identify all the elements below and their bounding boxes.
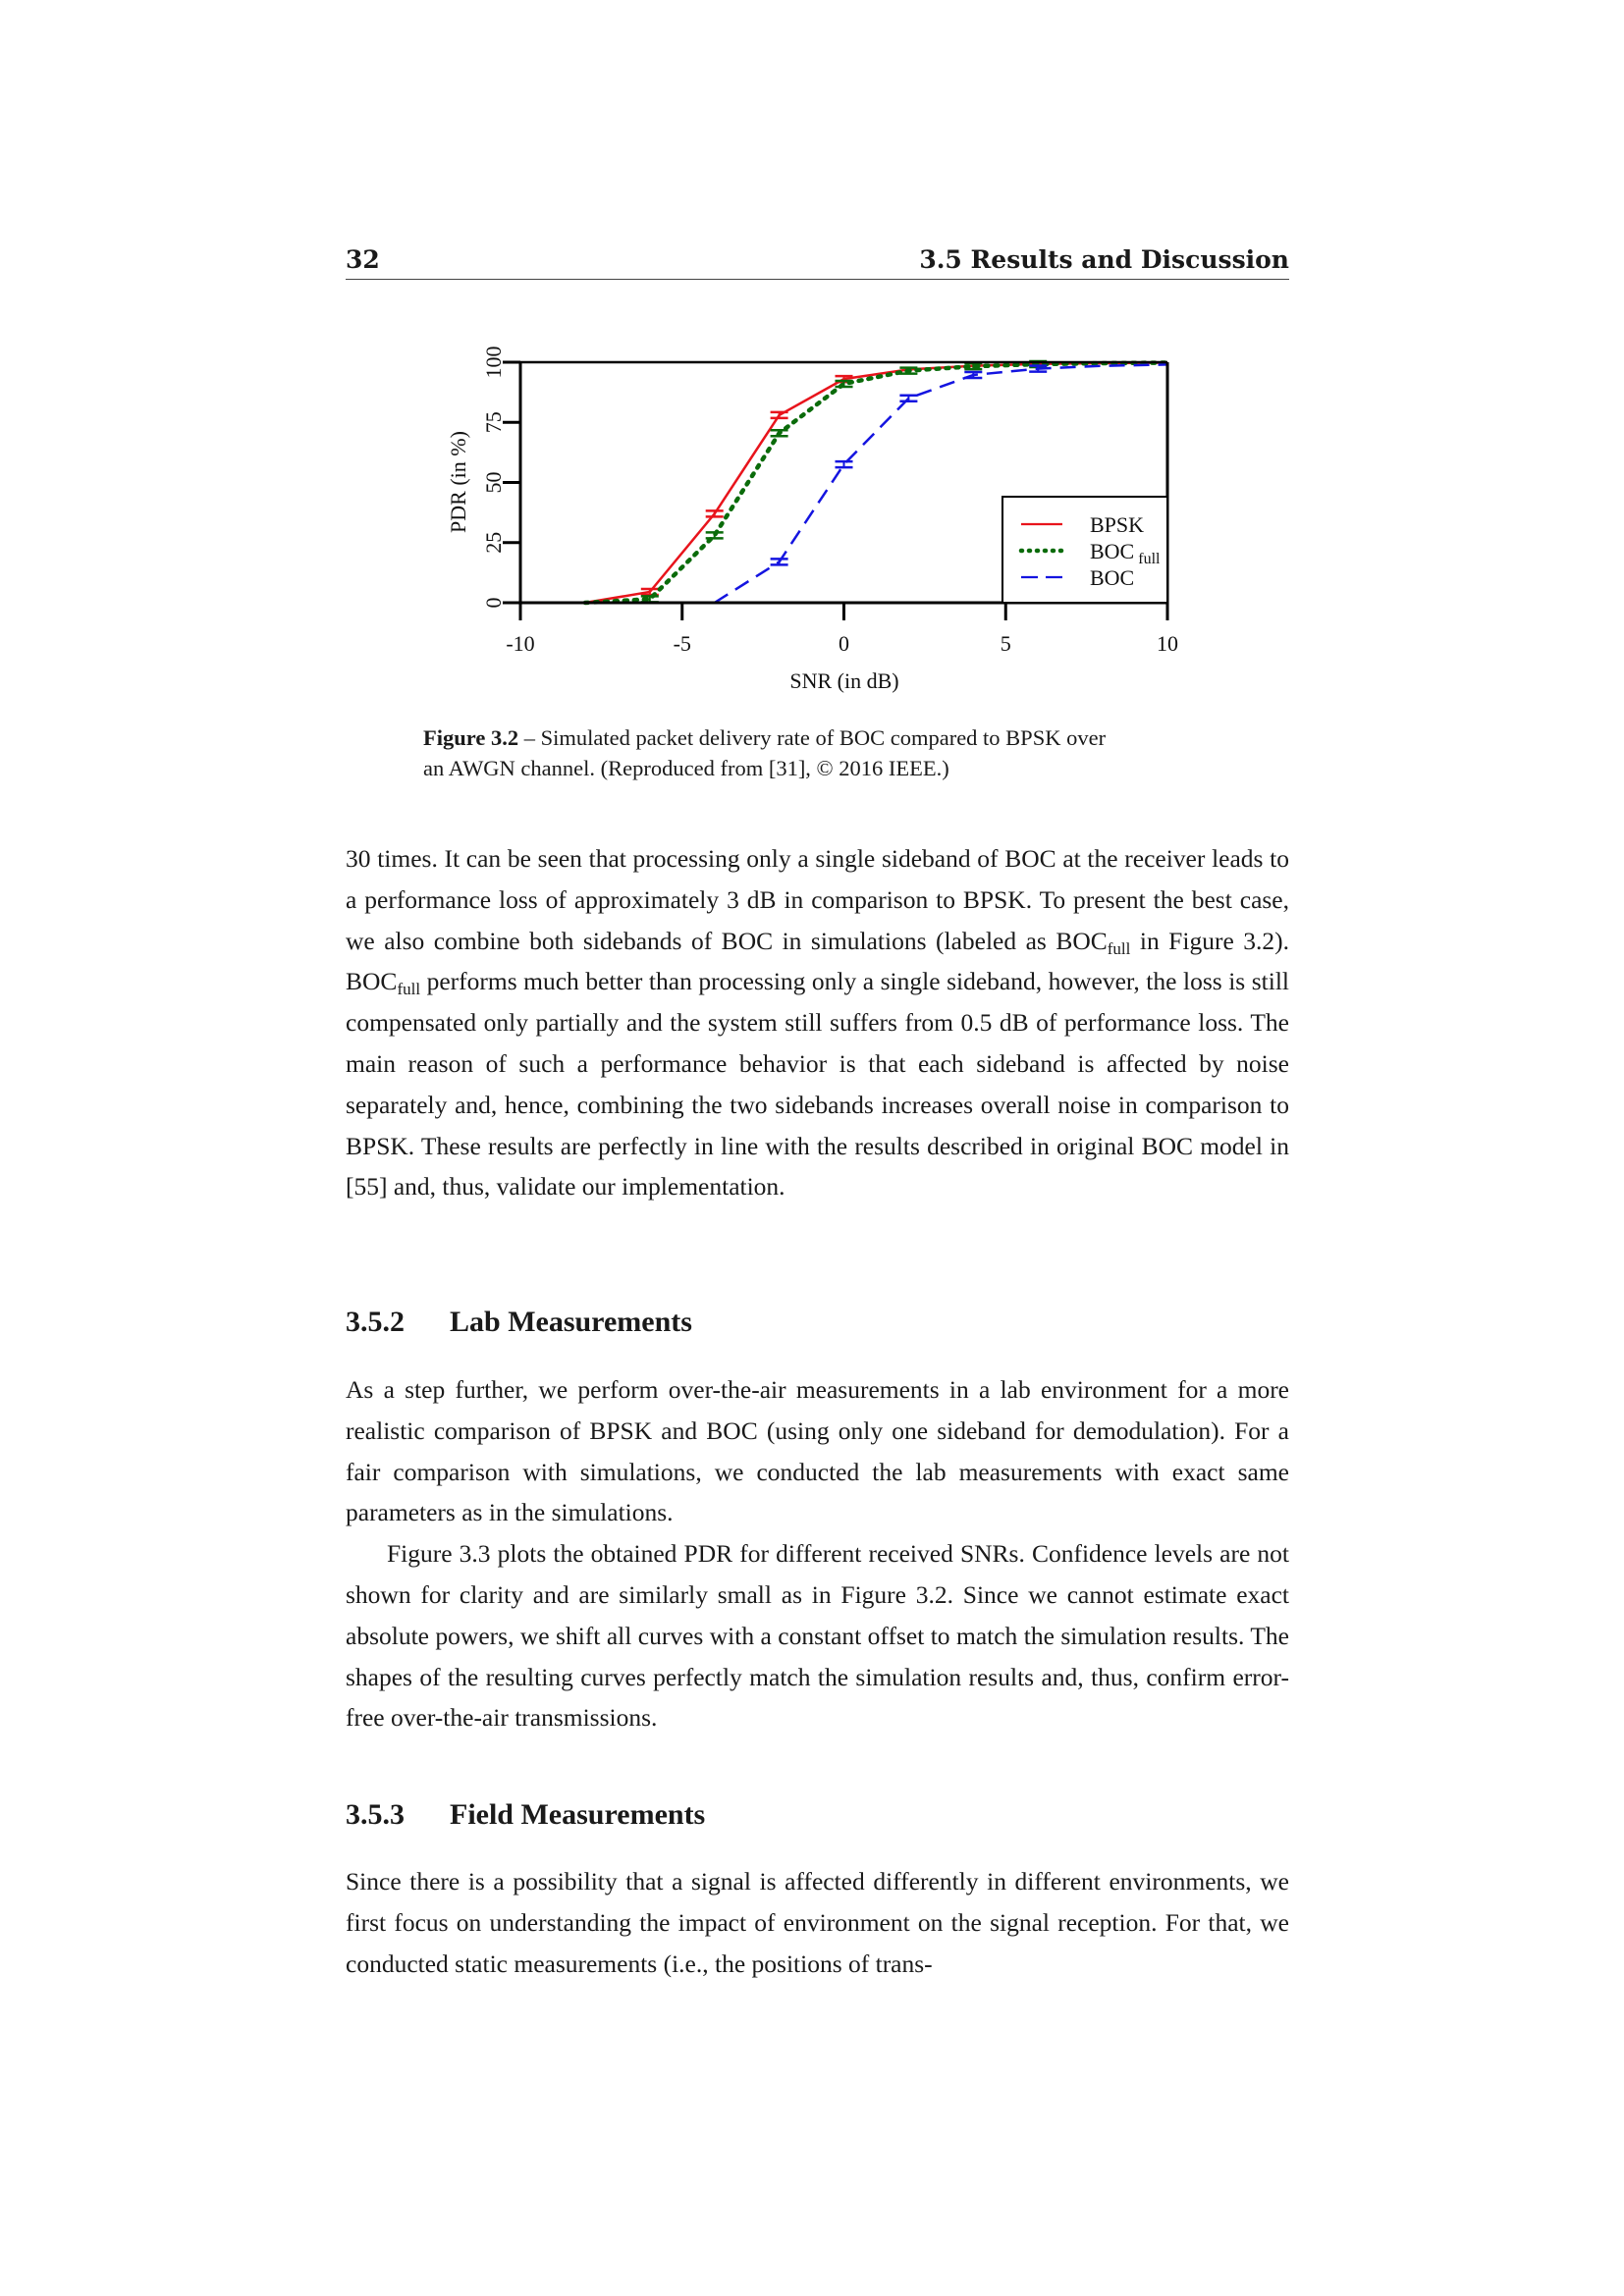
x-tick-label: 10 (1157, 631, 1178, 656)
paragraph-results (346, 838, 1289, 1207)
error-bar-boc_full (771, 430, 788, 436)
paragraph: Figure 3.3 plots the obtained PDR for different received SNRs. Confidence levels are not shown for clarity and are similarly small as in Figure 3.2. Since we cannot estimate exact absolute powers, we shift all curves with a constant offset to match the simulation results. The shapes of the resulting curves perfectly match the simulation results and, thus, confirm error-free over-the-air transmissions. (346, 1539, 1289, 1733)
error-bar-bpsk (771, 412, 788, 418)
x-tick-label: -5 (673, 631, 691, 656)
error-bar-boc (771, 559, 788, 564)
x-tick-label: -10 (506, 631, 535, 656)
section-title: Field Measurements (450, 1798, 706, 1831)
paragraph: Since there is a possibility that a signal is affected differently in different environments, we first focus on understanding the impact of environment on the signal reception. For that, we conducted static measurements (i.e., the positions of trans- (346, 1867, 1289, 1978)
section-title: 3.5 Results and Discussion (919, 245, 1289, 274)
section-number: 3.5.3 (346, 1798, 405, 1831)
subscript-full: full (397, 980, 421, 999)
error-bar-boc (836, 461, 853, 467)
subscript-full: full (1107, 938, 1131, 958)
error-bar-boc (964, 372, 982, 378)
x-axis-label: SNR (in dB) (789, 668, 899, 693)
paragraph: As a step further, we perform over-the-air measurements in a lab environment for a more realistic comparison of BPSK and BOC (using only one sideband for demodulation). For a fair comparison with simulations, we conducted the lab measurements with exact same parameters as in the simulations. (346, 1375, 1289, 1527)
error-bar-boc_full (706, 532, 724, 538)
legend-subscript: full (1138, 551, 1161, 567)
figure-caption (423, 722, 1228, 783)
section-title: Lab Measurements (450, 1306, 692, 1338)
y-tick-label: 75 (481, 411, 506, 434)
y-axis-label: PDR (in %) (446, 431, 470, 533)
x-tick-label: 0 (839, 631, 849, 656)
section-body-3-5-2 (346, 1369, 1289, 1738)
boc-term: BOC (1056, 926, 1108, 955)
boc-term: BOC (346, 967, 398, 996)
para-text: performs much better than processing only a single sideband, however, the loss is still compensated only partially and the system still suffers from 0.5 dB of performance loss. The main reason of such a performance behavior is that each sideband is affected by noise separately and, hence, combining the two sidebands increases overall noise in comparison to BPSK. These results are perfectly in line with the results described in original BOC model in [55] and, thus, validate our implementation. (346, 967, 1289, 1201)
section-body-3-5-3 (346, 1861, 1289, 1984)
section-number: 3.5.2 (346, 1306, 405, 1338)
y-tick-label: 50 (481, 471, 506, 494)
section-heading-3-5-2 (346, 1306, 692, 1339)
section-heading-3-5-3 (346, 1798, 705, 1832)
para-text: 30 times. It can be seen that processing only a single sideband of BOC at the receiver leads to a performance loss of approximately 3 dB in comparison to BPSK. To present the best case, we also combine both sidebands of BOC in simulations (labeled as (346, 844, 1289, 955)
legend (1002, 497, 1167, 603)
caption-text-2: an AWGN channel. (Reproduced from [31], © 2016 IEEE.) (423, 756, 949, 780)
para-text: in Figure 3.2). (1130, 926, 1289, 955)
y-tick-label: 25 (481, 531, 506, 554)
y-tick-label: 0 (481, 597, 506, 609)
page-number: 32 (346, 245, 380, 274)
legend-label-bpsk: BPSK (1090, 512, 1145, 537)
x-tick-label: 5 (1000, 631, 1011, 656)
error-bar-boc (899, 396, 917, 401)
legend-label-boc: BOC (1090, 565, 1135, 590)
pdr-chart (0, 0, 1624, 707)
error-bar-bpsk (706, 510, 724, 516)
y-tick-label: 100 (481, 346, 506, 379)
figure-label: Figure 3.2 (423, 725, 519, 750)
legend-label-boc_full: BOC $_{full}$ (1090, 539, 1161, 567)
caption-text-1: – Simulated packet delivery rate of BOC compared to BPSK over (518, 725, 1107, 750)
